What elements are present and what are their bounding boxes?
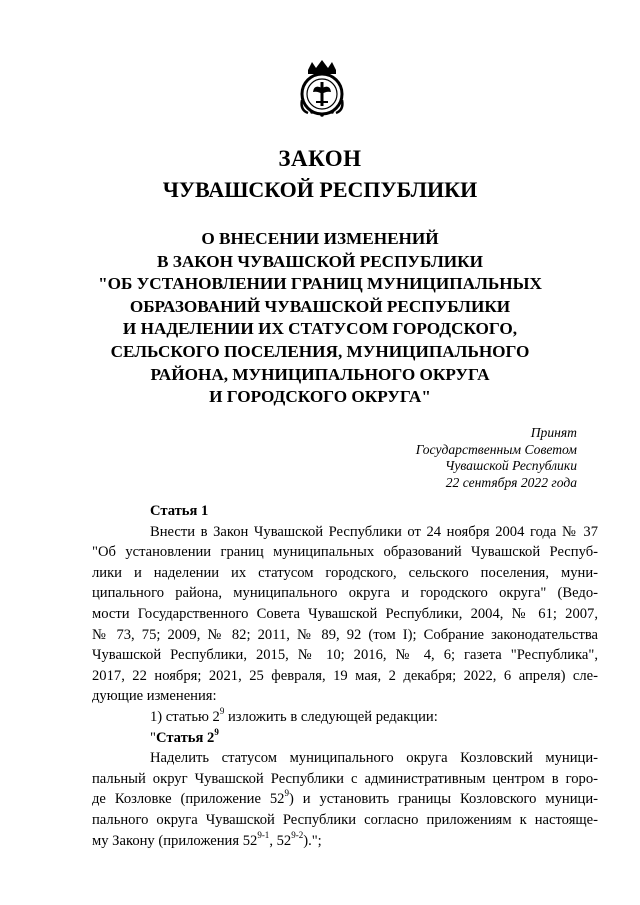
subject-line: ОБРАЗОВАНИЙ ЧУВАШСКОЙ РЕСПУБЛИКИ (129, 296, 511, 316)
document-type-title: ЗАКОН (278, 146, 362, 171)
subject-line: И ГОРОДСКОГО ОКРУГА" (209, 387, 431, 407)
article-heading: Статья 1 (150, 503, 209, 519)
subject-line: "ОБ УСТАНОВЛЕНИИ ГРАНИЦ МУНИЦИПАЛЬНЫХ (98, 274, 542, 294)
coat-of-arms-icon (296, 58, 348, 118)
law-subject-title (90, 228, 550, 409)
amendment-item: 1) статью $2^9$ изложить в следующей редакции: (150, 706, 438, 725)
quoted-article-heading: "Статья $2^9$ (150, 726, 219, 746)
adoption-line: Чувашской Республики (444, 458, 577, 474)
subject-line: О ВНЕСЕНИИ ИЗМЕНЕНИЙ (201, 229, 439, 248)
adoption-date: 22 сентября 2022 года (445, 474, 577, 490)
issuer-title: ЧУВАШСКОЙ РЕСПУБЛИКИ (162, 177, 478, 202)
adoption-line: Принят (530, 425, 577, 440)
body-line: Внести в Закон Чувашской Республики от 24 ноября 2004 года № 37 (150, 523, 598, 540)
body-line: "Об установлении границ муниципальных образований Чувашской Респуб- (92, 544, 598, 561)
body-line: Чувашской Республики, 2015, № 10; 2016, № 4, 6; газета "Республика", (92, 647, 598, 664)
subject-line: РАЙОНА, МУНИЦИПАЛЬНОГО ОКРУГА (150, 364, 490, 384)
body-line: дующие изменения: (92, 688, 217, 705)
body-line: лики и наделении их статусом городского, сельского поселения, муни- (92, 564, 598, 581)
body-line: пального округа Чувашской Республики согласно приложениям к настояще- (92, 811, 598, 828)
body-line: де Козловке (приложение $52^9$) и установить границы Козловского муници- (92, 788, 598, 808)
body-line: му Закону (приложения 52$^{9-1}$, 52$^{9-2}$)."; (92, 829, 322, 849)
body-line: Наделить статусом муниципального округа Козловский муници- (150, 750, 598, 767)
article-body (92, 501, 598, 851)
subject-line: СЕЛЬСКОГО ПОСЕЛЕНИЯ, МУНИЦИПАЛЬНОГО (110, 341, 530, 361)
body-line: № 73, 75; 2009, № 82; 2011, № 89, 92 (том I); Собрание законодательства (92, 626, 598, 643)
subject-line: И НАДЕЛЕНИИ ИХ СТАТУСОМ ГОРОДСКОГО, (122, 319, 518, 339)
body-line: 2017, 22 ноября; 2021, 25 февраля, 19 мая, 2 декабря; 2022, 6 апреля) сле- (92, 667, 598, 684)
adoption-note (416, 425, 577, 491)
adoption-line: Государственным Советом (415, 441, 577, 457)
body-line: пальный округ Чувашской Республики с административным центром в горо- (92, 770, 598, 787)
subject-line: В ЗАКОН ЧУВАШСКОЙ РЕСПУБЛИКИ (157, 251, 483, 271)
body-line: ципального района, муниципального округа и городского округа" (Ведо- (92, 585, 598, 602)
body-line: мости Государственного Совета Чувашской Республики, 2004, № 61; 2007, (92, 605, 598, 622)
